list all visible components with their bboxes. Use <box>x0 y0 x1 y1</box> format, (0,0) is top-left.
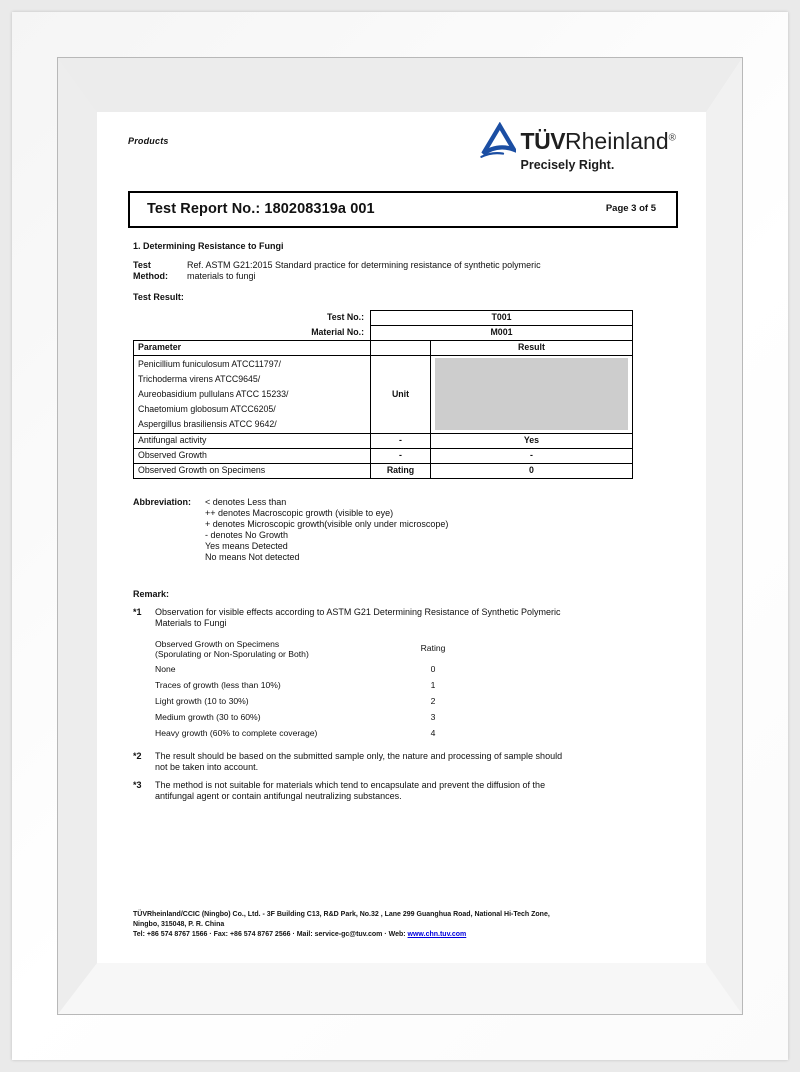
remark-marker: *3 <box>133 779 142 790</box>
result-cell: Yes <box>431 433 633 448</box>
footer-web-link[interactable]: www.chn.tuv.com <box>407 931 467 938</box>
section-heading: 1. Determining Resistance to Fungi <box>133 240 284 251</box>
rating-row <box>155 712 561 723</box>
middle-cell: Rating <box>371 463 431 478</box>
rating-row <box>155 664 561 675</box>
remark-item-1 <box>133 607 670 744</box>
remark-item-3 <box>133 780 670 802</box>
page-footer <box>133 910 550 940</box>
result-cell: 0 <box>431 463 633 478</box>
rating-row-label: Heavy growth (60% to complete coverage) <box>155 727 318 738</box>
rating-row-value: 1 <box>430 679 436 690</box>
rating-row-label: Light growth (10 to 30%) <box>155 695 249 706</box>
rating-row-label: Medium growth (30 to 60%) <box>155 711 261 722</box>
page-indicator: Page 3 of 5 <box>605 203 656 215</box>
table-row-observed-growth-specimens <box>134 463 633 478</box>
footer-contact-text: Tel: +86 574 8767 1566 · Fax: +86 574 8767 2566 · Mail: service-gc@tuv.com · Web: <box>133 931 406 938</box>
material-no-value: M001 <box>371 325 633 340</box>
report-number-bar <box>128 191 678 228</box>
rating-row <box>155 680 561 691</box>
middle-cell: - <box>371 433 431 448</box>
rating-header-right: Rating <box>420 643 446 654</box>
remark-item-2 <box>133 751 670 773</box>
tuv-triangle-icon <box>480 122 516 160</box>
abbreviation-block <box>133 497 670 563</box>
remark-text <box>155 751 562 773</box>
parameter-cell: Observed Growth on Specimens <box>134 463 371 478</box>
remark-marker: *1 <box>133 606 142 617</box>
logo-tuv: TÜV <box>520 128 566 154</box>
test-method-label: Test Method: <box>133 259 168 282</box>
logo-wordmark <box>521 122 676 160</box>
abbreviation-label: Abbreviation: <box>133 496 192 507</box>
remark-line: Materials to Fungi <box>155 617 227 628</box>
registered-mark: ® <box>668 132 676 144</box>
test-method-line2: materials to fungi <box>187 271 256 282</box>
footer-contact-line <box>133 930 550 940</box>
test-report-page <box>97 112 706 963</box>
rating-row-label: None <box>155 663 176 674</box>
rating-scale-table <box>155 639 561 739</box>
remark-marker: *2 <box>133 750 142 761</box>
remark-line: The result should be based on the submitted sample only, the nature and processing of sample should <box>155 750 563 761</box>
products-label: Products <box>128 136 169 146</box>
abbreviation-lines <box>205 497 448 563</box>
table-row-organisms <box>134 355 633 433</box>
test-method-line1: Ref. ASTM G21:2015 Standard practice for determining resistance of synthetic polymeric <box>187 259 541 270</box>
table-row-observed-growth <box>134 448 633 463</box>
remark-label: Remark: <box>133 588 170 599</box>
organism-line: Penicillium funiculosum ATCC11797/ <box>138 358 281 369</box>
footer-address-line2: Ningbo, 315048, P. R. China <box>133 921 225 928</box>
remark-line: Observation for visible effects according to ASTM G21 Determining Resistance of Synthetic Polymeric <box>155 606 561 617</box>
redacted-result-cell <box>431 355 633 433</box>
rating-table-header <box>155 639 561 659</box>
remark-line: The method is not suitable for materials which tend to encapsulate and prevent the diffusion of the <box>155 779 546 790</box>
rating-row-value: 2 <box>430 695 436 706</box>
rating-header-line: (Sporulating or Non-Sporulating or Both) <box>155 648 309 659</box>
tuv-rheinland-logo <box>480 122 676 174</box>
rating-header-left <box>155 639 403 659</box>
abbreviation-line: No means Not detected <box>205 551 300 562</box>
organism-line: Aureobasidium pullulans ATCC 15233/ <box>138 388 289 399</box>
redacted-result-box <box>435 358 628 430</box>
result-cell: - <box>431 448 633 463</box>
rating-row <box>155 696 561 707</box>
rating-row-value: 0 <box>430 663 436 674</box>
rating-header-line: Observed Growth on Specimens <box>155 638 280 649</box>
middle-header <box>371 340 431 355</box>
table-header-row <box>134 340 633 355</box>
organism-line: Chaetomium globosum ATCC6205/ <box>138 403 276 414</box>
rating-row-value: 3 <box>430 711 436 722</box>
page-header <box>97 112 706 174</box>
logo-tagline: Precisely Right. <box>520 158 615 172</box>
parameter-cell: Antifungal activity <box>134 433 371 448</box>
result-header: Result <box>431 340 633 355</box>
organism-line: Aspergillus brasiliensis ATCC 9642/ <box>138 418 277 429</box>
abbreviation-line: + denotes Microscopic growth(visible only under microscope) <box>205 518 449 529</box>
organism-line: Trichoderma virens ATCC9645/ <box>138 373 261 384</box>
material-no-label: Material No.: <box>311 326 364 337</box>
remark-text <box>155 607 561 744</box>
table-row-test-no <box>134 310 633 325</box>
abbreviation-line: ++ denotes Macroscopic growth (visible to eye) <box>205 507 394 518</box>
test-method-text <box>187 260 541 283</box>
abbreviation-line: - denotes No Growth <box>205 529 289 540</box>
logo-row <box>480 122 676 160</box>
result-table <box>133 310 633 479</box>
table-row-material-no <box>134 325 633 340</box>
unit-cell: Unit <box>371 355 431 433</box>
rating-row-value: 4 <box>430 727 436 738</box>
rating-row-label: Traces of growth (less than 10%) <box>155 679 281 690</box>
abbreviation-line: Yes means Detected <box>205 540 288 551</box>
remark-text <box>155 780 545 802</box>
test-no-label: Test No.: <box>327 312 364 323</box>
test-result-label: Test Result: <box>133 292 184 303</box>
remark-line: antifungal agent or contain antifungal neutralizing substances. <box>155 790 402 801</box>
test-no-value: T001 <box>371 310 633 325</box>
organism-list-cell <box>134 355 371 433</box>
footer-address-line1: TÜVRheinland/CCIC (Ningbo) Co., Ltd. - 3F Building C13, R&D Park, No.32 , Lane 299 Guanghua Road, National Hi-Tech Zone, <box>133 911 550 918</box>
middle-cell: - <box>371 448 431 463</box>
rating-row <box>155 728 561 739</box>
parameter-cell: Observed Growth <box>134 448 371 463</box>
table-row-antifungal-activity <box>134 433 633 448</box>
abbreviation-line: < denotes Less than <box>205 496 287 507</box>
remark-line: not be taken into account. <box>155 761 259 772</box>
test-method-row <box>133 260 670 283</box>
logo-rheinland: Rheinland <box>565 128 669 154</box>
parameter-header: Parameter <box>134 340 371 355</box>
report-number: Test Report No.: 180208319a 001 <box>147 201 375 218</box>
